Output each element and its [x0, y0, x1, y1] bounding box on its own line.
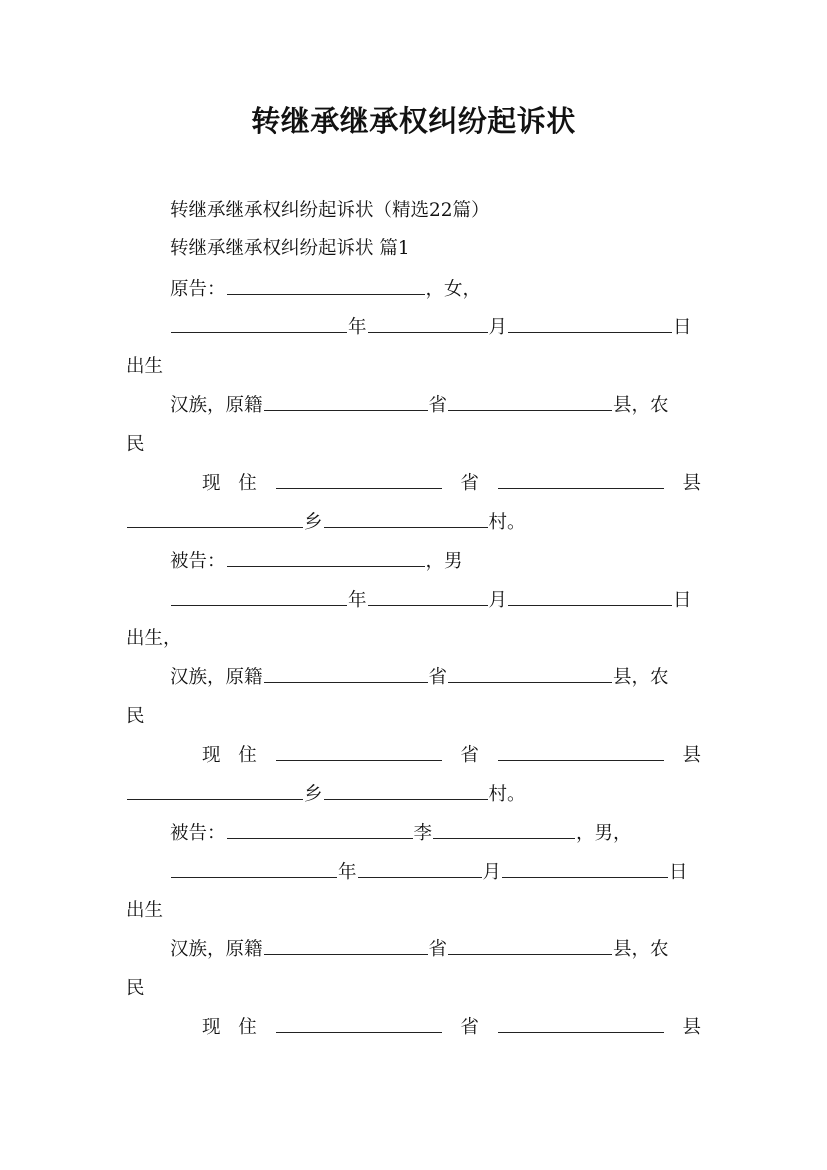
year-blank — [171, 857, 337, 878]
defendant-label: 被告： — [170, 551, 226, 572]
day-blank — [508, 312, 672, 333]
county-blank — [448, 662, 612, 683]
month-blank — [368, 585, 488, 606]
plaintiff-name-blank — [227, 274, 425, 295]
address-county-blank — [498, 468, 664, 489]
occupation-line: 民 — [126, 434, 145, 455]
month-blank — [358, 857, 482, 878]
address-province-blank — [276, 468, 442, 489]
village-blank — [324, 779, 488, 800]
birthdate-line — [126, 857, 701, 887]
defendant-name-blank — [227, 818, 413, 839]
born-line: 出生 — [126, 900, 164, 921]
year-label: 年 — [348, 317, 367, 338]
address-xian: 现 — [202, 1017, 221, 1038]
day-blank — [502, 857, 668, 878]
address-xian: 现 — [202, 745, 221, 766]
village-blank — [324, 507, 488, 528]
gender-text: ，男， — [576, 823, 632, 844]
day-label: 日 — [673, 590, 692, 611]
address-province-label: 省 — [460, 1017, 479, 1038]
birthdate-line — [126, 585, 701, 615]
address-zhu: 住 — [238, 473, 257, 494]
township-blank — [127, 779, 303, 800]
origin-line — [126, 662, 701, 692]
origin-line — [126, 390, 701, 420]
month-label: 月 — [488, 590, 508, 611]
gender-text: ，女， — [425, 279, 482, 300]
section-heading: 转继承继承权纠纷起诉状 篇1 — [170, 238, 410, 259]
address-province-blank — [276, 1012, 442, 1033]
address-line — [126, 1012, 701, 1042]
address-province-label: 省 — [460, 745, 479, 766]
year-blank — [171, 312, 347, 333]
address-line — [126, 740, 701, 770]
address-county-label: 县 — [682, 473, 701, 494]
month-blank — [368, 312, 488, 333]
village-label: 村。 — [488, 784, 526, 805]
address-line — [126, 468, 701, 498]
address-zhu: 住 — [238, 1017, 257, 1038]
county-label: 县，农 — [613, 667, 669, 688]
gender-text: ，男 — [425, 551, 463, 572]
province-blank — [264, 934, 428, 955]
plaintiff-line — [126, 274, 701, 304]
address-county-label: 县 — [682, 745, 701, 766]
township-label: 乡 — [304, 512, 323, 533]
document-title: 转继承继承权纠纷起诉状 — [251, 104, 576, 138]
province-label: 省 — [428, 939, 448, 960]
province-blank — [264, 390, 428, 411]
address-county-blank — [498, 1012, 664, 1033]
address-zhu: 住 — [238, 745, 257, 766]
birthdate-line — [126, 312, 701, 342]
address-xian: 现 — [202, 473, 221, 494]
village-label: 村。 — [488, 512, 526, 533]
township-blank — [127, 507, 303, 528]
province-blank — [264, 662, 428, 683]
plaintiff-label: 原告： — [170, 279, 226, 300]
township-label: 乡 — [304, 784, 323, 805]
year-label: 年 — [348, 590, 367, 611]
ethnicity-label: 汉族，原籍 — [170, 395, 263, 416]
county-label: 县，农 — [613, 939, 669, 960]
county-blank — [448, 934, 612, 955]
month-label: 月 — [482, 862, 502, 883]
born-line: 出生 — [126, 356, 164, 377]
address-county-label: 县 — [682, 1017, 701, 1038]
year-label: 年 — [338, 862, 357, 883]
year-blank — [171, 585, 347, 606]
address-province-label: 省 — [460, 473, 479, 494]
ethnicity-label: 汉族，原籍 — [170, 667, 263, 688]
address-province-blank — [276, 740, 442, 761]
month-label: 月 — [488, 317, 508, 338]
address-line-2 — [126, 779, 701, 809]
surname-text: 李 — [413, 823, 433, 844]
intro-line: 转继承继承权纠纷起诉状（精选22篇） — [170, 200, 490, 221]
born-line: 出生， — [126, 628, 182, 649]
defendant-name-blank — [227, 546, 425, 567]
origin-line — [126, 934, 701, 964]
county-blank — [448, 390, 612, 411]
day-blank — [508, 585, 672, 606]
given-name-blank — [433, 818, 575, 839]
defendant-line — [126, 818, 701, 848]
occupation-line: 民 — [126, 978, 145, 999]
defendant-label: 被告： — [170, 823, 226, 844]
address-line-2 — [126, 507, 701, 537]
defendant-line — [126, 546, 701, 576]
province-label: 省 — [428, 667, 448, 688]
province-label: 省 — [428, 395, 448, 416]
county-label: 县，农 — [613, 395, 669, 416]
occupation-line: 民 — [126, 706, 145, 727]
day-label: 日 — [673, 317, 692, 338]
ethnicity-label: 汉族，原籍 — [170, 939, 263, 960]
address-county-blank — [498, 740, 664, 761]
day-label: 日 — [669, 862, 688, 883]
